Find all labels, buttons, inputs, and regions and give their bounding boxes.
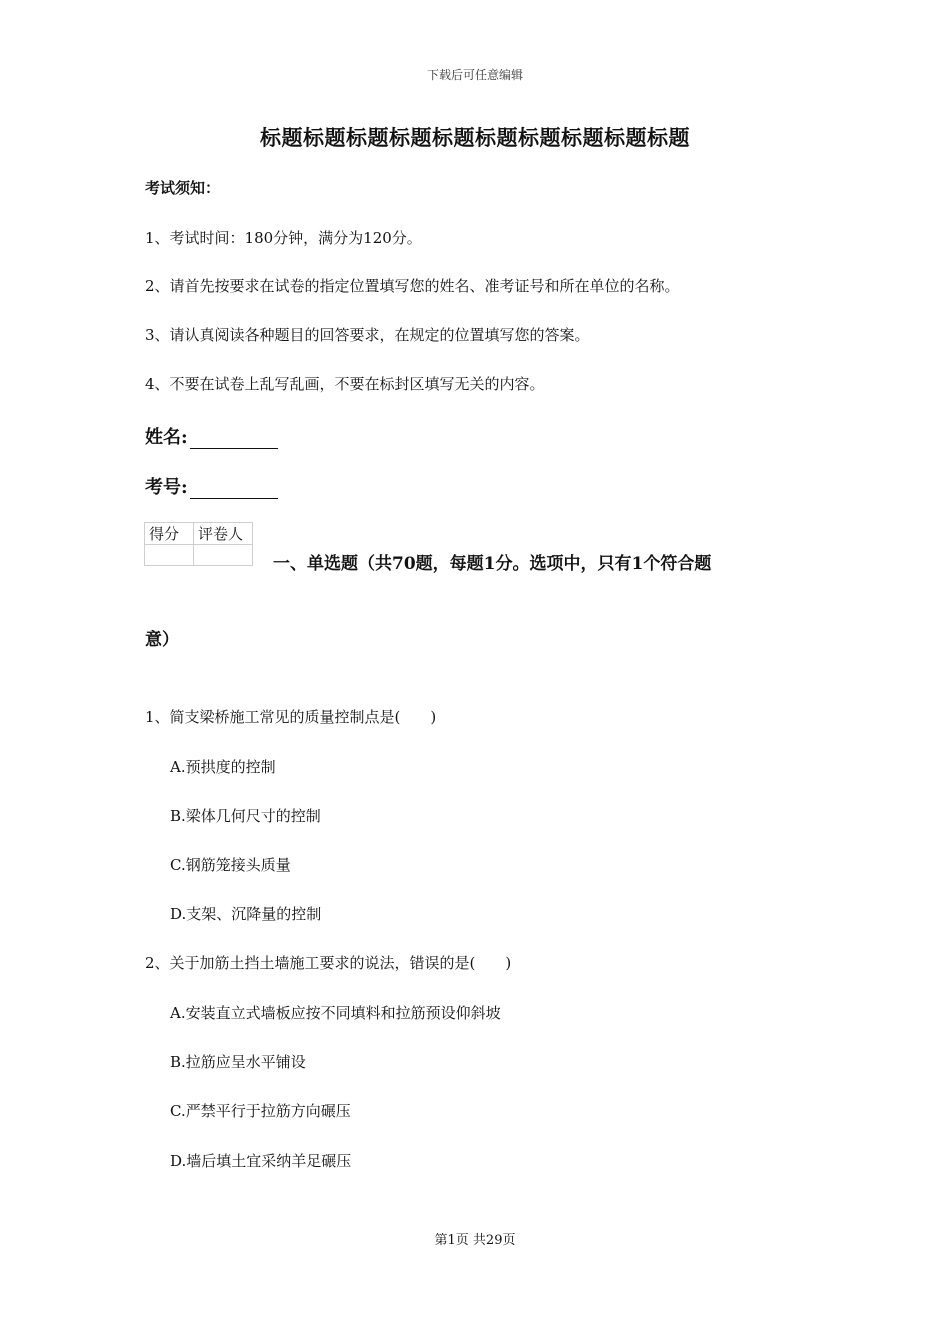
question-1-option-a: A.预拱度的控制	[170, 758, 276, 776]
question-2-option-b: B.拉筋应呈水平铺设	[170, 1053, 306, 1071]
notice-rule-4: 4、不要在试卷上乱写乱画，不要在标封区填写无关的内容。	[145, 375, 545, 393]
name-field	[145, 423, 278, 449]
grader-cell[interactable]	[194, 545, 253, 566]
question-2: 2、关于加筋土挡土墙施工要求的说法，错误的是( )	[145, 954, 512, 972]
notice-heading: 考试须知：	[145, 179, 221, 197]
section-title-continued: 意）	[145, 630, 179, 650]
question-1-option-d: D.支架、沉降量的控制	[170, 905, 322, 923]
score-header: 得分	[145, 523, 194, 545]
notice-rule-3: 3、请认真阅读各种题目的回答要求，在规定的位置填写您的答案。	[145, 326, 590, 344]
question-2-option-d: D.墙后填土宜采纳羊足碾压	[170, 1152, 352, 1170]
question-1-option-c: C.钢筋笼接头质量	[170, 856, 291, 874]
section-title: 一、单选题（共70题，每题1分。选项中，只有1个符合题	[273, 554, 712, 574]
question-1: 1、简支梁桥施工常见的质量控制点是( )	[145, 708, 437, 726]
document-title: 标题标题标题标题标题标题标题标题标题标题	[260, 125, 690, 150]
name-label: 姓名:	[145, 427, 188, 448]
id-label: 考号:	[145, 477, 188, 498]
score-cell[interactable]	[145, 545, 194, 566]
question-2-option-c: C.严禁平行于拉筋方向碾压	[170, 1102, 351, 1120]
notice-rule-1: 1、考试时间：180分钟，满分为120分。	[145, 229, 422, 247]
id-blank[interactable]	[190, 480, 278, 499]
id-field	[145, 473, 278, 499]
header-note: 下载后可任意编辑	[426, 68, 523, 82]
grader-header: 评卷人	[194, 523, 253, 545]
name-blank[interactable]	[190, 430, 278, 449]
notice-rule-2: 2、请首先按要求在试卷的指定位置填写您的姓名、准考证号和所在单位的名称。	[145, 277, 680, 295]
question-1-option-b: B.梁体几何尺寸的控制	[170, 807, 321, 825]
question-2-option-a: A.安装直立式墙板应按不同填料和拉筋预设仰斜坡	[170, 1004, 501, 1022]
page-footer: 第1页 共29页	[434, 1233, 516, 1248]
score-table	[144, 522, 253, 566]
